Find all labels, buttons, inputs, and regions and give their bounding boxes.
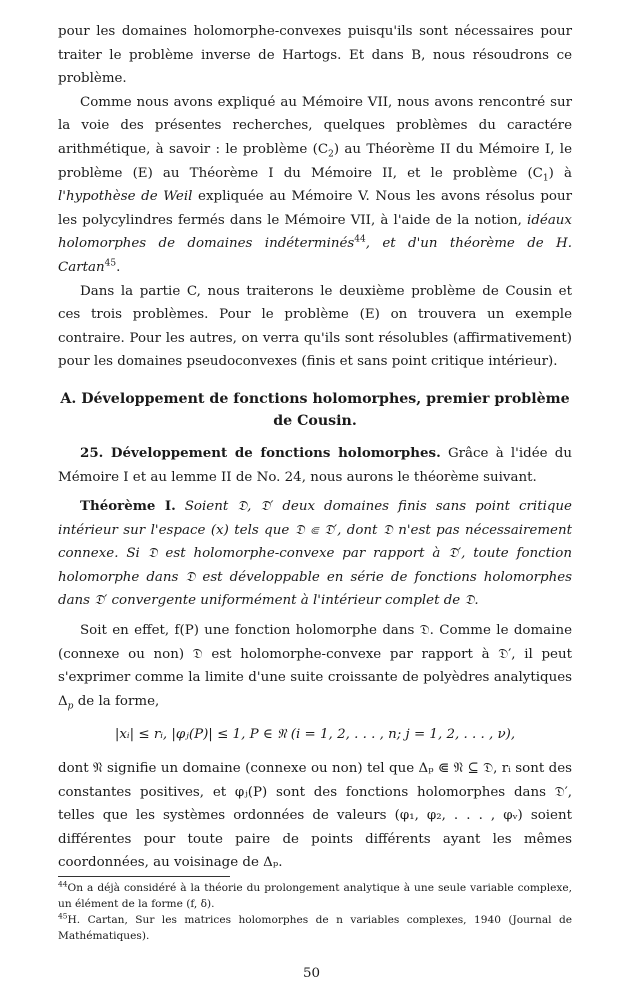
p2-text-c: ) à bbox=[548, 165, 572, 181]
theorem-1 bbox=[58, 495, 572, 613]
paragraph-3: Dans la partie C, nous traiterons le deuxième problème de Cousin et ces trois problèmes. Pour le problème (E) on trouvera un exemple contraire. Pour les autres, on verra qu'ils sont résolubles (affirmativement) pour les domaines pseudoconvexes (finis et sans point critique intérieur). bbox=[58, 283, 572, 370]
paragraph-1: pour les domaines holomorphe-convexes puisqu'ils sont nécessaires pour traiter le problème inverse de Hartogs. Et dans B, nous résoudrons ce problème. bbox=[58, 24, 572, 87]
footnote-44-text: On a déjà considéré à la théorie du prolongement analytique à une seule variable complexe, un élément de la forme (f, δ). bbox=[58, 882, 572, 910]
p2-text-a: Comme nous avons expliqué au Mémoire VII, nous avons rencontré sur la voie des présentes recherches, quelques problèmes du caractére arithmétique, à savoir : le problème (C bbox=[58, 94, 572, 157]
p2-text-f: . bbox=[116, 259, 121, 275]
footnote-ref-44: 44 bbox=[354, 234, 366, 245]
paragraph-4 bbox=[58, 619, 572, 713]
p4-sub: p bbox=[67, 701, 74, 712]
page-number: 50 bbox=[302, 966, 321, 981]
footnote-45-text: H. Cartan, Sur les matrices holomorphes de n variables complexes, 1940 (Journal de Mathématiques). bbox=[58, 914, 572, 942]
theorem-label: Théorème I. bbox=[80, 498, 176, 515]
p2-sub-b: 1 bbox=[542, 173, 549, 184]
footnote-ref-45: 45 bbox=[104, 258, 117, 269]
p4-end: de la forme, bbox=[73, 693, 160, 709]
footnote-45-number: 45 bbox=[58, 911, 68, 921]
section-25 bbox=[58, 442, 572, 489]
footnote-45 bbox=[58, 912, 572, 944]
paragraph-2 bbox=[58, 91, 572, 280]
section-heading-a: A. Développement de fonctions holomorphes, premier problème de Cousin. bbox=[60, 390, 570, 429]
footnote-44 bbox=[58, 880, 572, 912]
p2-text-b: ) au Théorème II du Mémoire I, le problème (E) au Théorème I du Mémoire II, et le problème (C bbox=[58, 141, 572, 181]
paragraph-5: dont 𝔑 signifie un domaine (connexe ou non) tel que Δₚ ⋐ 𝔑 ⊆ 𝔇, rᵢ sont des constantes positives, et φⱼ(P) sont des fonctions holomorphes dans 𝔇′, telles que les systèmes ordonnées de valeurs (φ₁, φ₂, . . . , φᵥ) soient différentes pour toute paire de points différents ayant les mêmes coordonnées, au voisinage de Δₚ. bbox=[58, 761, 572, 871]
p2-italic-cartan: , et d'un théorème de H. Cartan bbox=[58, 236, 572, 275]
p2-italic-weil: l'hypothèse de Weil bbox=[58, 189, 193, 205]
p2-sub-a: 2 bbox=[328, 149, 334, 160]
p2-italic-ideaux: idéaux holomorphes de domaines indéterminés bbox=[58, 212, 572, 252]
p2-text-d: expliquée au Mémoire V. Nous les avons résolus pour les polycylindres fermés dans le Mémoire VII, à l'aide de la notion, bbox=[58, 189, 573, 228]
page-body bbox=[58, 20, 572, 875]
formula-polyhedron: |xᵢ| ≤ rᵢ, |φⱼ(P)| ≤ 1, P ∈ 𝔑 (i = 1, 2, . . . , n; j = 1, 2, . . . , ν), bbox=[114, 727, 516, 743]
section-25-title: 25. Développement de fonctions holomorphes. bbox=[80, 444, 441, 461]
theorem-statement: Soient 𝔇, 𝔇′ deux domaines finis sans point critique intérieur sur l'espace (x) tels que 𝔇 ⋐ 𝔇′, dont 𝔇 n'est pas nécessairement connexe. Si 𝔇 est holomorphe-convexe par rapport à 𝔇′, toute fonction holomorphe dans 𝔇 est développable en série de fonctions holomorphes dans 𝔇′ convergente uniformément à l'intérieur complet de 𝔇. bbox=[58, 499, 572, 609]
p4-text: Soit en effet, f(P) une fonction holomorphe dans 𝔇. Comme le domaine (connexe ou non) 𝔇 est holomorphe-convexe par rapport à 𝔇′, il peut s'exprimer comme la limite d'une suite croissante de polyèdres analytiques Δ bbox=[58, 623, 572, 709]
footnote-44-number: 44 bbox=[58, 879, 68, 889]
footnote-rule bbox=[58, 876, 230, 877]
section-25-text: Grâce à l'idée du Mémoire I et au lemme II de No. 24, nous aurons le théorème suivant. bbox=[58, 445, 572, 485]
